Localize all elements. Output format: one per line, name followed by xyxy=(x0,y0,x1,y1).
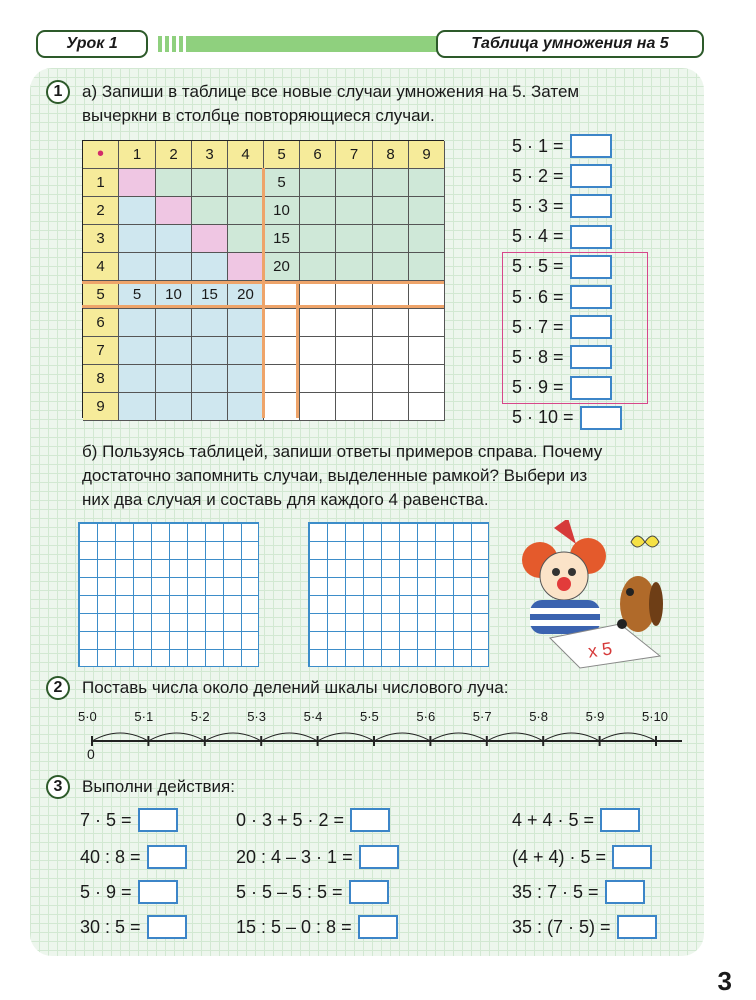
column-header: 5 xyxy=(264,141,300,169)
answer-box[interactable] xyxy=(138,880,178,904)
paper-text: x 5 xyxy=(586,638,614,662)
number-line-arc xyxy=(543,733,599,741)
page-number: 3 xyxy=(717,966,732,996)
number-line-arc xyxy=(487,733,543,741)
exercise-row xyxy=(236,880,389,904)
number-line-arc xyxy=(92,733,148,741)
answer-box[interactable] xyxy=(600,808,640,832)
column-header: 1 xyxy=(119,141,156,169)
answer-box[interactable] xyxy=(350,808,390,832)
exercise-text: 5 · 9 = xyxy=(80,881,132,902)
row-header: 9 xyxy=(83,393,119,421)
column-header: 4 xyxy=(228,141,264,169)
table-cell[interactable]: 15 xyxy=(192,281,228,309)
row-header: 1 xyxy=(83,169,119,197)
number-line-arc xyxy=(205,733,261,741)
number-line-arc xyxy=(430,733,486,741)
answer-box[interactable] xyxy=(147,845,187,869)
table-cell[interactable]: 15 xyxy=(264,225,300,253)
column-header: 2 xyxy=(156,141,192,169)
exercise-text: 15 : 5 – 0 : 8 = xyxy=(236,916,352,937)
row-header: 8 xyxy=(83,365,119,393)
equation-text: 5 · 8 = xyxy=(512,346,564,367)
exercise-text: 4 + 4 · 5 = xyxy=(512,809,595,830)
origin-label: 0 xyxy=(87,746,95,762)
tick-label: 5·9 xyxy=(585,709,605,724)
number-line-arc xyxy=(600,733,656,741)
answer-box[interactable] xyxy=(147,915,187,939)
row-header: 3 xyxy=(83,225,119,253)
answer-box[interactable] xyxy=(138,808,178,832)
exercise-row xyxy=(80,808,178,832)
tick-label: 5·8 xyxy=(529,709,548,724)
column-header: 7 xyxy=(336,141,373,169)
task-1b-line-3: них два случая и составь для каждого 4 равенства. xyxy=(82,490,489,509)
task-1-line-2: вычеркни в столбце повторяющиеся случаи. xyxy=(82,106,435,125)
answer-box[interactable] xyxy=(605,880,645,904)
tick-label: 5·0 xyxy=(78,709,97,724)
tick-label: 5·10 xyxy=(642,709,669,724)
exercise-row xyxy=(80,915,187,939)
table-cell[interactable]: 5 xyxy=(119,281,156,309)
lesson-tab: Урок 1 xyxy=(36,30,148,58)
exercise-text: 40 : 8 = xyxy=(80,846,141,867)
row-header: 4 xyxy=(83,253,119,281)
exercise-row xyxy=(236,845,399,869)
exercise-text: 35 : (7 · 5) = xyxy=(512,916,611,937)
exercise-text: 30 : 5 = xyxy=(80,916,141,937)
exercise-row xyxy=(512,915,657,939)
task-3-text: Выполни действия: xyxy=(82,777,235,796)
topic-tab: Таблица умножения на 5 xyxy=(436,30,704,58)
table-corner: • xyxy=(83,141,119,169)
task-2-badge: 2 xyxy=(46,676,70,700)
tick-label: 5·3 xyxy=(247,709,266,724)
task-1-line-1: а) Запиши в таблице все новые случаи умножения на 5. Затем xyxy=(82,82,580,101)
equation-text: 5 · 3 = xyxy=(512,195,564,216)
equation-text: 5 · 1 = xyxy=(512,135,564,156)
number-line-arc xyxy=(374,733,430,741)
tick-label: 5·6 xyxy=(416,709,436,724)
exercise-row xyxy=(80,880,178,904)
tick-label: 5·4 xyxy=(303,709,323,724)
equation-text: 5 · 9 = xyxy=(512,377,564,398)
tick-label: 5·1 xyxy=(134,709,154,724)
exercise-row xyxy=(512,845,652,869)
answer-box[interactable] xyxy=(358,915,398,939)
task-1-badge: 1 xyxy=(46,80,70,104)
tick-label: 5·5 xyxy=(360,709,379,724)
row-header: 2 xyxy=(83,197,119,225)
equation-text: 5 · 5 = xyxy=(512,256,564,277)
number-line-arc xyxy=(148,733,204,741)
row-header: 6 xyxy=(83,309,119,337)
exercise-row xyxy=(512,880,645,904)
table-cell[interactable]: 10 xyxy=(264,197,300,225)
exercise-text: 5 · 5 – 5 : 5 = xyxy=(236,881,343,902)
task-3-badge: 3 xyxy=(46,775,70,799)
column-header: 9 xyxy=(409,141,445,169)
answer-box[interactable] xyxy=(349,880,389,904)
row-header: 5 xyxy=(83,281,119,309)
equation-text: 5 · 4 = xyxy=(512,226,564,247)
equation-text: 5 · 6 = xyxy=(512,286,564,307)
number-line-arc xyxy=(261,733,317,741)
task-2-text: Поставь числа около делений шкалы числового луча: xyxy=(82,678,509,697)
number-line-arc xyxy=(318,733,374,741)
task-1b-line-2: достаточно запомнить случаи, выделенные рамкой? Выбери из xyxy=(82,466,588,485)
table-cell[interactable]: 10 xyxy=(156,281,192,309)
answer-box[interactable] xyxy=(359,845,399,869)
tick-label: 5·2 xyxy=(190,709,210,724)
equation-text: 5 · 2 = xyxy=(512,165,564,186)
table-cell[interactable]: 20 xyxy=(228,281,264,309)
column-header: 8 xyxy=(373,141,409,169)
answer-box[interactable] xyxy=(617,915,657,939)
exercise-row xyxy=(236,808,390,832)
task-1b-line-1: б) Пользуясь таблицей, запиши ответы примеров справа. Почему xyxy=(82,442,603,461)
exercise-text: (4 + 4) · 5 = xyxy=(512,846,607,867)
column-header: 3 xyxy=(192,141,228,169)
exercise-text: 7 · 5 = xyxy=(80,809,132,830)
exercise-row xyxy=(236,915,398,939)
equation-text: 5 · 10 = xyxy=(512,407,574,428)
exercise-row xyxy=(80,845,187,869)
answer-box[interactable] xyxy=(612,845,652,869)
exercise-text: 20 : 4 – 3 · 1 = xyxy=(236,846,353,867)
table-cell[interactable]: 20 xyxy=(264,253,300,281)
row-header: 7 xyxy=(83,337,119,365)
equation-text: 5 · 7 = xyxy=(512,316,564,337)
table-cell[interactable]: 5 xyxy=(264,169,300,197)
tick-label: 5·7 xyxy=(472,709,492,724)
exercise-text: 35 : 7 · 5 = xyxy=(512,881,599,902)
exercise-row xyxy=(512,808,640,832)
exercise-text: 0 · 3 + 5 · 2 = xyxy=(236,809,345,830)
column-header: 6 xyxy=(300,141,336,169)
